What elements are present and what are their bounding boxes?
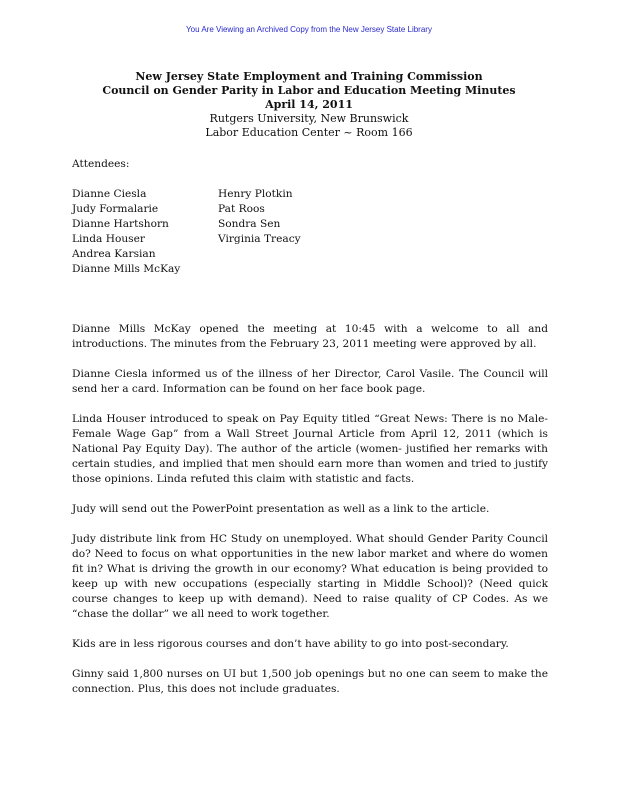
attendee-name: Sondra Sen [218, 218, 281, 230]
attendee-name: Linda Houser [72, 233, 145, 245]
paragraph-kids: Kids are in less rigorous courses and don’t have ability to go into post-secondary. [72, 638, 509, 650]
meeting-room: Labor Education Center ~ Room 166 [205, 126, 413, 139]
attendees-list [72, 187, 548, 277]
meeting-title: Council on Gender Parity in Labor and Education Meeting Minutes [102, 84, 516, 97]
paragraph-hc-study: Judy distribute link from HC Study on unemployed. What should Gender Parity Council do? Need to focus on what opportunities in the new labor market and where do women fit in? What is driving the growth in our economy? What education is being provided to keep up with new occupations (especially starting in Middle School)? (Need quick course changes to keep up with demand). Need to raise quality of CP Codes. As we “chase the dollar” we all need to work together. [72, 533, 548, 620]
organization-title: New Jersey State Employment and Training Commission [135, 70, 483, 83]
attendees-label: Attendees: [72, 158, 130, 170]
paragraph-powerpoint: Judy will send out the PowerPoint presentation as well as a link to the article. [72, 503, 490, 515]
attendees-column-1 [72, 187, 218, 277]
attendee-name: Henry Plotkin [218, 188, 293, 200]
attendee-name: Dianne Mills McKay [72, 263, 181, 275]
attendee-name: Pat Roos [218, 203, 265, 215]
attendee-name: Judy Formalarie [72, 203, 159, 215]
minutes-body [72, 157, 548, 712]
paragraph-illness: Dianne Ciesla informed us of the illness of her Director, Carol Vasile. The Council will send her a card. Information can be found on her face book page. [72, 368, 548, 395]
attendee-name: Dianne Hartshorn [72, 218, 169, 230]
paragraph-opening: Dianne Mills McKay opened the meeting at 10:45 with a welcome to all and introductions. The minutes from the February 23, 2011 meeting were approved by all. [72, 323, 548, 350]
attendee-name: Virginia Treacy [218, 233, 301, 245]
meeting-location: Rutgers University, New Brunswick [209, 112, 409, 125]
meeting-date: April 14, 2011 [265, 98, 353, 111]
paragraph-pay-equity: Linda Houser introduced to speak on Pay Equity titled “Great News: There is no Male-Female Wage Gap” from a Wall Street Journal Article from April 12, 2011 (which is National Pay Equity Day). The author of the article (women- justified her remarks with certain studies, and implied that men should earn more than women and tried to justify those opinions. Linda refuted this claim with statistic and facts. [72, 413, 548, 485]
attendee-name: Dianne Ciesla [72, 188, 147, 200]
paragraph-nurses: Ginny said 1,800 nurses on UI but 1,500 job openings but no one can seem to make the connection. Plus, this does not include graduates. [72, 668, 548, 695]
archive-banner: You Are Viewing an Archived Copy from the New Jersey State Library [186, 25, 432, 34]
attendees-column-2 [218, 187, 364, 277]
document-header [0, 70, 618, 140]
attendee-name: Andrea Karsian [72, 248, 156, 260]
